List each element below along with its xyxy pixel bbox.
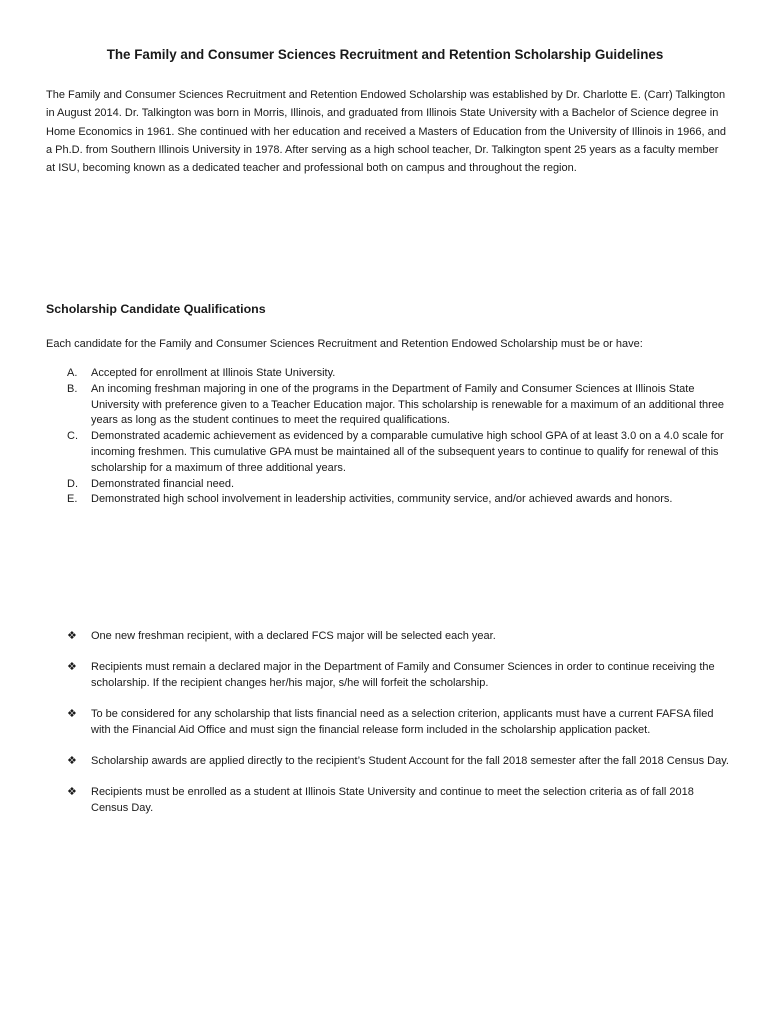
rule-item (46, 628, 730, 644)
qualification-item-a (46, 366, 730, 382)
qualification-text: Demonstrated financial need. (91, 477, 235, 490)
qualification-letter: A. (67, 367, 78, 379)
qualification-text: Demonstrated high school involvement in leadership activities, community service, and/or achieved awards and honors. (91, 493, 673, 506)
qualification-item-e (46, 492, 730, 508)
qualification-letter: C. (67, 430, 78, 443)
diamond-bullet-icon: ❖ (67, 707, 77, 720)
diamond-bullet-icon: ❖ (67, 754, 77, 767)
rules-bullet-list (46, 628, 730, 831)
rule-text: Scholarship awards are applied directly to the recipient’s Student Account for the fall 2018 semester after the fall 2018 Census Day. (91, 755, 729, 767)
qualification-item-c (46, 429, 730, 476)
diamond-bullet-icon: ❖ (67, 660, 77, 673)
rule-text: Recipients must remain a declared major in the Department of Family and Consumer Sciences in order to continue receiving the scholarship. If the recipient changes her/his major, s/he will forfeit the scholarship. (91, 661, 715, 689)
qualification-text: Demonstrated academic achievement as evidenced by a comparable cumulative high school GPA of at least 3.0 on a 4.0 scale for incoming freshmen. This cumulative GPA must be maintained all of the subsequent years to continue to qualify for renewal of this scholarship for a maximum of three additional years. (91, 430, 724, 474)
qualifications-lead: Each candidate for the Family and Consumer Sciences Recruitment and Retention Endowed Scholarship must be or have: (46, 338, 643, 350)
section-heading: Scholarship Candidate Qualifications (46, 302, 266, 316)
diamond-bullet-icon: ❖ (67, 785, 77, 798)
rule-item (46, 753, 730, 769)
rule-item (46, 784, 730, 816)
qualification-item-b (46, 382, 730, 429)
intro-paragraph: The Family and Consumer Sciences Recruitment and Retention Endowed Scholarship was established by Dr. Charlotte E. (Carr) Talkington in August 2014. Dr. Talkington was born in Morris, Illinois, and graduated from Illinois State University with a Bachelor of Science degree in Home Economics in 1961. She continued with her education and received a Masters of Education from the University of Illinois in 1966, and a Ph.D. from Southern Illinois University in 1978. After serving as a high school teacher, Dr. Talkington spent 25 years as a faculty member at ISU, becoming known as a dedicated teacher and professional both on campus and throughout the region. (46, 89, 726, 175)
qualification-text: An incoming freshman majoring in one of the programs in the Department of Family and Consumer Sciences at Illinois State University with preference given to a Teacher Education major. This scholarship is renewable for a maximum of an additional three years as long as the student continues to meet the required qualifications. (91, 382, 725, 427)
rule-item (46, 706, 730, 738)
qualification-letter: B. (67, 382, 78, 395)
qualification-letter: D. (67, 477, 78, 490)
rule-text: Recipients must be enrolled as a student at Illinois State University and continue to meet the selection criteria as of fall 2018 Census Day. (91, 786, 694, 814)
qualifications-list (46, 366, 730, 508)
diamond-bullet-icon: ❖ (67, 629, 77, 642)
qualification-letter: E. (67, 493, 78, 506)
qualification-text: Accepted for enrollment at Illinois State University. (91, 367, 336, 379)
rule-text: One new freshman recipient, with a declared FCS major will be selected each year. (91, 630, 496, 642)
document-title: The Family and Consumer Sciences Recruitment and Retention Scholarship Guidelines (106, 47, 664, 62)
qualification-item-d (46, 477, 730, 493)
rule-text: To be considered for any scholarship that lists financial need as a selection criterion, applicants must have a current FAFSA filed with the Financial Aid Office and must sign the financial release form included in the scholarship application packet. (91, 708, 714, 736)
rule-item (46, 659, 730, 691)
